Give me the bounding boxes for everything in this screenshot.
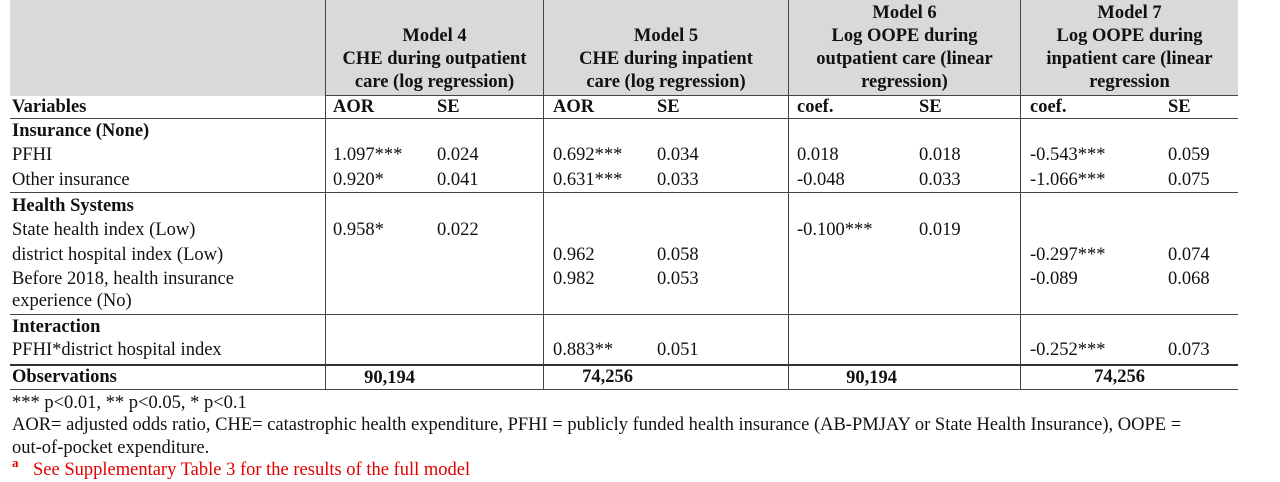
table-cell: 0.058: [657, 245, 699, 265]
row-label-district-hospital-index: district hospital index (Low): [12, 245, 224, 265]
model-subtitle-line: care (log regression): [354, 72, 515, 92]
table-cell: 0.920*: [333, 170, 384, 190]
stat-label: coef.: [1030, 97, 1067, 117]
row-label-before-2018-cont: experience (No): [12, 291, 132, 311]
table-cell: 0.075: [1168, 170, 1210, 190]
model-subtitle-line: regression: [1089, 72, 1170, 92]
table-cell: -1.066***: [1030, 170, 1106, 190]
stat-label: coef.: [797, 97, 834, 117]
supplementary-note: See Supplementary Table 3 for the results of the full model: [33, 460, 471, 480]
table-cell: 0.982: [553, 269, 595, 289]
table-cell: 1.097***: [333, 145, 403, 165]
observations-cell: 74,256: [1094, 367, 1145, 387]
observations-cell: 90,194: [846, 368, 897, 388]
table-cell: 0.692***: [553, 145, 623, 165]
header-subrule: [325, 95, 1238, 96]
section-title-interaction: Interaction: [12, 317, 101, 337]
model-subtitle-line: CHE during outpatient: [342, 49, 527, 69]
row-label-state-health-index: State health index (Low): [12, 220, 196, 240]
row-label-other-insurance: Other insurance: [12, 170, 130, 190]
table-cell: 0.074: [1168, 245, 1210, 265]
model-title: Model 4: [402, 26, 467, 46]
section-rule: [10, 314, 1238, 315]
abbreviations-note: AOR= adjusted odds ratio, CHE= catastrophic health expenditure, PFHI = publicly funded health insurance (AB-PMJAY or State Health Insurance), OOPE =: [12, 415, 1182, 435]
footnote-marker: a: [12, 455, 19, 470]
observations-cell: 90,194: [364, 368, 415, 388]
stat-label: SE: [1168, 97, 1191, 117]
table-cell: 0.962: [553, 245, 595, 265]
model-subtitle-line: Log OOPE during: [831, 26, 978, 46]
table-cell: 0.022: [437, 220, 479, 240]
model-5-header: [544, 25, 788, 94]
table-cell: 0.033: [657, 170, 699, 190]
table-cell: 0.631***: [553, 170, 623, 190]
table-cell: 0.053: [657, 269, 699, 289]
table-cell: -0.252***: [1030, 340, 1106, 360]
model-subtitle-line: Log OOPE during: [1056, 26, 1203, 46]
table-cell: 0.068: [1168, 269, 1210, 289]
model-subtitle-line: care (log regression): [586, 72, 746, 92]
model-6-header: [789, 2, 1020, 94]
row-label-pfhi: PFHI: [12, 145, 53, 165]
table-cell: 0.018: [919, 145, 961, 165]
table-cell: 0.033: [919, 170, 961, 190]
model-title: Model 6: [872, 3, 937, 23]
table-cell: 0.024: [437, 145, 479, 165]
model-subtitle-line: CHE during inpatient: [579, 49, 753, 69]
abbreviations-note-cont: out-of-pocket expenditure.: [12, 438, 210, 458]
model-subtitle-line: inpatient care (linear: [1046, 49, 1213, 69]
table-cell: 0.059: [1168, 145, 1210, 165]
row-label-before-2018: Before 2018, health insurance: [12, 269, 234, 289]
model-subtitle-line: regression): [861, 72, 948, 92]
table-cell: 0.018: [797, 145, 839, 165]
table-cell: 0.041: [437, 170, 479, 190]
table-cell: -0.543***: [1030, 145, 1106, 165]
table-cell: -0.100***: [797, 220, 873, 240]
table-cell: -0.048: [797, 170, 845, 190]
row-label-pfhi-district: PFHI*district hospital index: [12, 340, 222, 360]
variables-header: Variables: [12, 97, 87, 117]
row-label-observations: Observations: [12, 367, 117, 387]
header-rule: [10, 118, 1238, 119]
model-title: Model 5: [633, 26, 699, 46]
section-title-insurance: Insurance (None): [12, 121, 150, 141]
table-cell: 0.034: [657, 145, 699, 165]
table-cell: 0.958*: [333, 220, 384, 240]
section-title-health-systems: Health Systems: [12, 196, 134, 216]
model-7-header: [1021, 2, 1238, 94]
table-cell: -0.089: [1030, 269, 1078, 289]
stat-label: AOR: [553, 97, 595, 117]
model-4-header: [326, 25, 543, 94]
table-cell: 0.073: [1168, 340, 1210, 360]
stat-label: AOR: [333, 97, 375, 117]
stat-label: SE: [919, 97, 942, 117]
observations-cell: 74,256: [582, 367, 633, 387]
table-cell: 0.883**: [553, 340, 614, 360]
section-rule: [10, 192, 1238, 193]
stat-label: SE: [657, 97, 680, 117]
significance-note: *** p<0.01, ** p<0.05, * p<0.1: [12, 393, 247, 413]
table-cell: -0.297***: [1030, 245, 1106, 265]
table-bottom-rule: [10, 389, 1238, 390]
stat-label: SE: [437, 97, 460, 117]
table-cell: 0.051: [657, 340, 699, 360]
table-cell: 0.019: [919, 220, 961, 240]
model-title: Model 7: [1097, 3, 1162, 23]
model-subtitle-line: outpatient care (linear: [816, 49, 993, 69]
